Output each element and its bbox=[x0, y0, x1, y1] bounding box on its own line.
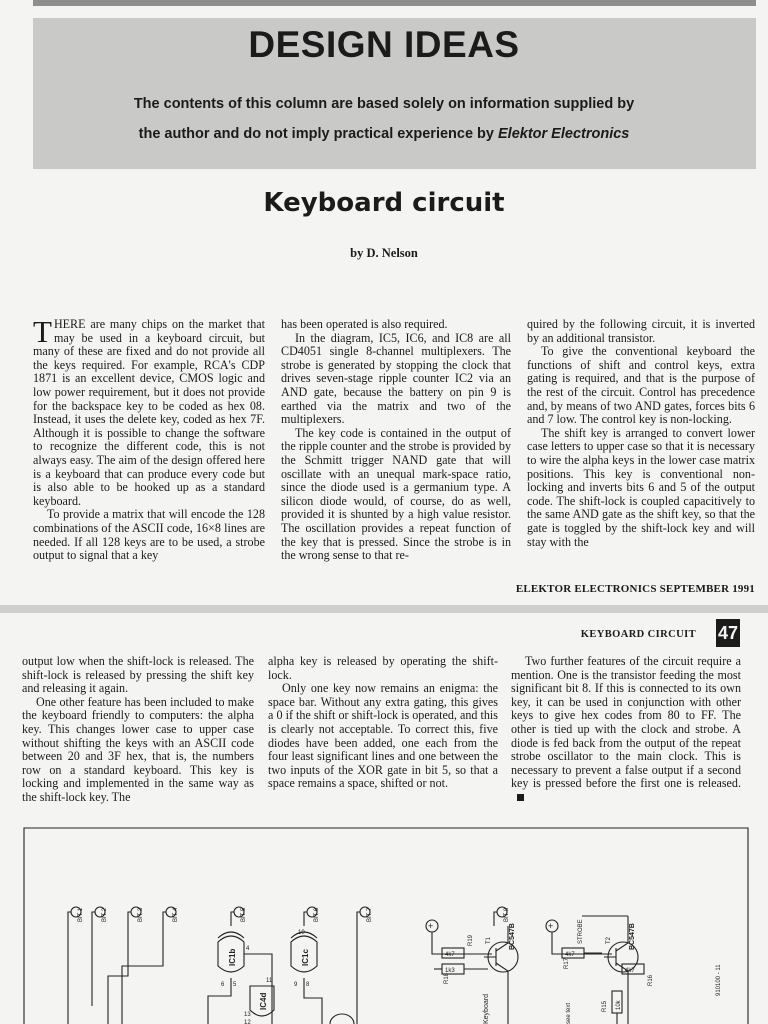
paragraph: The shift key is arranged to convert lower case letters to upper case so that it is necessary to wire the alpha keys in the lower case matrix positions. This key is conventional non-locking and inverts bits 6 and 5 of the output code. The shift-lock is coupled capacitively to the same AND gate as the shift key, so that the gate is toggled by the shift-lock key and will stay with the bbox=[527, 425, 755, 549]
schematic-frame bbox=[24, 828, 748, 1024]
byline: by D. Nelson bbox=[350, 246, 418, 260]
plus-sign: + bbox=[548, 921, 554, 931]
value-r19: 4k7 bbox=[445, 952, 455, 958]
pin-label: 6 bbox=[221, 982, 225, 988]
paragraph: output low when the shift-lock is released. The shift-lock is released by pressing the shift key and releasing it again. bbox=[22, 654, 254, 696]
label-ic1c: IC1c bbox=[301, 949, 310, 966]
label-ic1b: IC1b bbox=[228, 948, 237, 966]
type-t1: BC547B bbox=[509, 923, 516, 950]
label-bit-3: BIT 3 bbox=[138, 907, 144, 922]
circuit-schematic bbox=[22, 826, 750, 1024]
paragraph bbox=[33, 314, 265, 508]
pin-label: 9 bbox=[294, 982, 298, 988]
page2-column-3 bbox=[511, 655, 741, 805]
value-r18: 1k3 bbox=[445, 968, 455, 974]
paragraph-text: HERE are many chips on the market that may be used in a keyboard circuit, but many of these are fixed and do not provide all the keys required. For example, RCA's CDP 1871 is an excellent device, CMOS logic and low power requirement, but it does not provide for the backspace key to be coded as hex 08. Instead, it uses the delete key, coded as hex 7F. Although it is possible to change the software to recognize the different code, this is not always easy. The aim of the design offered here is a keyboard that can produce every code but is also able to be hooked up as a standard keyboard. bbox=[33, 317, 265, 508]
label-bit-7: BIT 7 bbox=[367, 907, 373, 922]
schematic-labels bbox=[78, 907, 722, 1024]
pin-label: 4 bbox=[246, 946, 250, 952]
disclaimer-prefix: the author and do not imply practical experience by bbox=[138, 126, 498, 142]
drawing-code: 910100 - 11 bbox=[716, 964, 722, 996]
value-r16: 4k7 bbox=[625, 968, 635, 974]
pin-label: 11 bbox=[266, 978, 273, 984]
paragraph: One other feature has been included to make the keyboard friendly to computers: the alpha key. This changes lower case to upper case without shifting the keys with an ASCII code between 20 and 3F hex, that is, the numbers row on a standard keyboard. This key is locking and implemented in the same way as the shift-lock key. The bbox=[22, 694, 254, 804]
value-r15: 10k bbox=[616, 1000, 622, 1010]
paragraph bbox=[511, 655, 741, 805]
disclaimer-line-2 bbox=[0, 126, 768, 142]
page1-column-2 bbox=[281, 318, 511, 563]
page-footer: ELEKTOR ELECTRONICS SEPTEMBER 1991 bbox=[515, 583, 755, 595]
drop-cap: T bbox=[33, 314, 52, 349]
label-bit-2: BIT 2 bbox=[102, 907, 108, 922]
page2-column-1 bbox=[22, 655, 254, 805]
paragraph-text: Two further features of the circuit require a mention. One is the transistor feeding the most significant bit 8. If this is connected to its own key, it can be used in conjunction with other keys to give hex codes from 80 to FF. The other is tied up with the clock and strobe. A diode is fed back from the output of the repeat strobe oscillator to the main clock. This is necessary to prevent a false output if a second key is pressed before the first one is released. bbox=[511, 654, 741, 791]
paragraph: quired by the following circuit, it is inverted by an additional transistor. bbox=[527, 317, 755, 345]
section-title: DESIGN IDEAS bbox=[248, 24, 520, 65]
page-number: 47 bbox=[716, 619, 740, 647]
label-strobe: STROBE bbox=[578, 919, 584, 944]
disclaimer-line-1: The contents of this column are based solely on information supplied by bbox=[133, 96, 635, 112]
label-bit-4: BIT 4 bbox=[173, 907, 179, 922]
label-r16: R16 bbox=[648, 974, 654, 986]
type-t2: BC547B bbox=[629, 923, 636, 950]
running-head: KEYBOARD CIRCUIT bbox=[580, 629, 696, 640]
paragraph: The key code is contained in the output of the ripple counter and the strobe is provided by the Schmitt trigger NAND gate that will oscillate with an unequal mark-space ratio, since the diode used is a germanium type. A silicon diode would, of course, do as well, provided it is shunted by a high value resistor. The oscillation provides a repeat function of the key that is pressed. Since the strobe is in the wrong sense to that re- bbox=[281, 425, 511, 563]
paragraph: alpha key is released by operating the shift-lock. bbox=[268, 654, 498, 682]
pin-label: 5 bbox=[233, 982, 237, 988]
label-r15: R15 bbox=[602, 1000, 608, 1012]
paragraph: has been operated is also required. bbox=[281, 317, 448, 331]
magazine-name: Elektor Electronics bbox=[498, 126, 630, 142]
label-see-text: see text bbox=[566, 1002, 572, 1024]
label-bit-8: BIT 8 bbox=[504, 907, 510, 922]
page1-column-1 bbox=[33, 314, 265, 563]
label-t2: T2 bbox=[606, 936, 612, 944]
top-rule bbox=[33, 0, 756, 6]
value-r17: 4k7 bbox=[565, 952, 575, 958]
paragraph: To provide a matrix that will encode the 128 combinations of the ASCII code, 16×8 lines are needed. If all 128 keys are to be used, a strobe output to signal that a key bbox=[33, 507, 265, 563]
plus-sign: + bbox=[428, 921, 434, 931]
page1-column-3 bbox=[527, 318, 755, 549]
label-ic4d: IC4d bbox=[259, 992, 268, 1010]
page2-column-2 bbox=[268, 655, 498, 791]
gate-partial bbox=[330, 1014, 354, 1024]
label-r17: R17 bbox=[564, 957, 570, 969]
pin-label: 13 bbox=[244, 1012, 251, 1018]
paragraph: Only one key now remains an enigma: the space bar. Without any extra gating, this gives a 0 if the shift or shift-lock is operated, and this is clearly not acceptable. To correct this, five diodes have been added, one each from the four least significant lines and one between the two inputs of the XOR gate in bit 5, so that a space remains a space, shifted or not. bbox=[268, 681, 498, 791]
label-keyboard: Keyboard bbox=[483, 994, 490, 1024]
label-bit-5: BIT 5 bbox=[241, 907, 247, 922]
label-t1: T1 bbox=[486, 936, 492, 944]
label-r19: R19 bbox=[468, 934, 474, 946]
pin-label: 12 bbox=[244, 1020, 251, 1024]
pin-label: 8 bbox=[306, 982, 310, 988]
end-mark-icon bbox=[517, 794, 524, 801]
pin-label: 10 bbox=[298, 930, 305, 936]
paragraph: In the diagram, IC5, IC6, and IC8 are all CD4051 single 8-channel multiplexers. The strobe is generated by stopping the clock that drives seven-stage ripple counter IC2 via an AND gate, because the battery on pin 9 is earthed via the matrix and two of the multiplexers. bbox=[281, 330, 511, 427]
label-bit-1: BIT 1 bbox=[78, 907, 84, 922]
page-gap bbox=[0, 605, 768, 613]
label-bit-6: BIT 6 bbox=[314, 907, 320, 922]
article-title: Keyboard circuit bbox=[263, 188, 505, 218]
paragraph: To give the conventional keyboard the functions of shift and control keys, extra gating is required, and that is the purpose of the rest of the circuit. Control has precedence and, by means of two AND gates, forces bits 6 and 7 low. The control key is non-locking. bbox=[527, 344, 755, 427]
label-r18: R18 bbox=[444, 972, 450, 984]
